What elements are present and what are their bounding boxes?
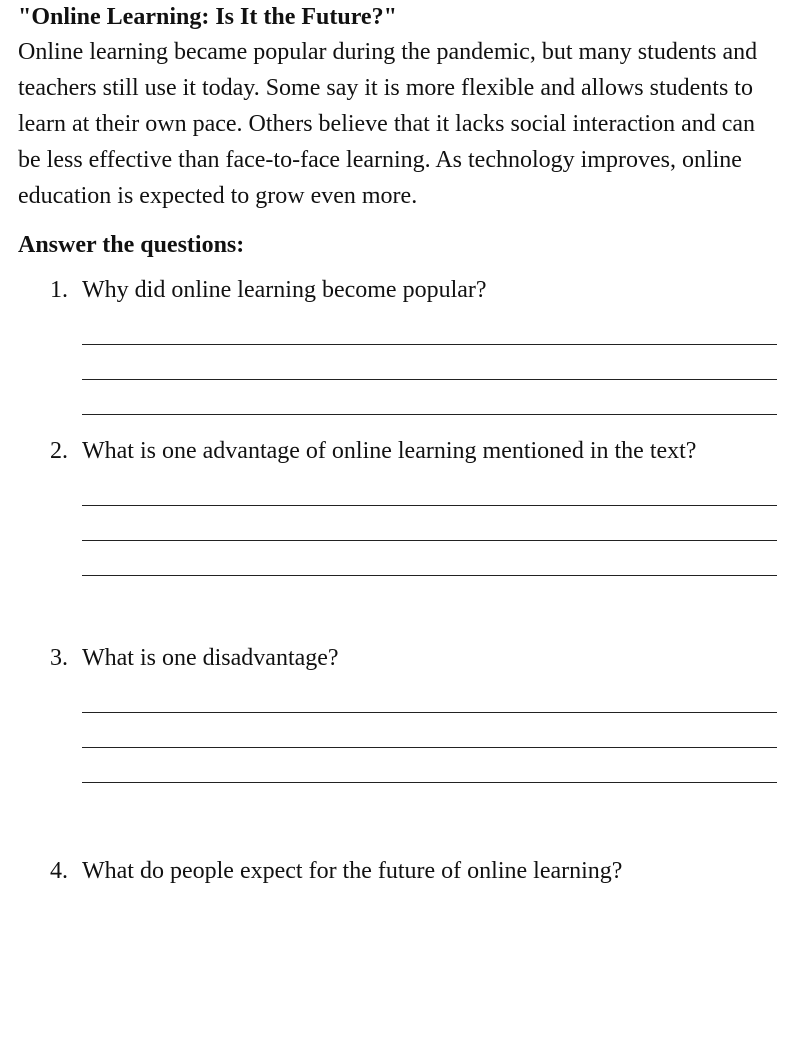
answer-line[interactable] [82,310,777,345]
question-list [18,272,778,889]
question-item [18,433,778,576]
reading-passage: Online learning became popular during the pandemic, but many students and teachers still use it today. Some say it is more flexible and allows students to learn at their own pace. Others believe that it lacks social interaction and can be less effective than face-to-face learning. As technology improves, online education is expected to grow even more. [18,39,758,209]
answer-line[interactable] [82,380,777,415]
answer-lines [82,678,778,783]
question-text: What is one disadvantage? [82,645,339,671]
question-text: What is one advantage of online learning mentioned in the text? [82,438,697,464]
answer-line[interactable] [82,748,777,783]
answer-line[interactable] [82,678,777,713]
answer-lines [82,310,778,415]
question-item [18,272,778,415]
worksheet-title: "Online Learning: Is It the Future?" [18,4,397,30]
question-number: 3. [50,645,68,671]
answer-line[interactable] [82,506,777,541]
question-number: 1. [50,277,68,303]
answer-line[interactable] [82,471,777,506]
question-text: Why did online learning become popular? [82,277,487,303]
answer-line[interactable] [82,345,777,380]
question-number: 4. [50,858,68,884]
question-text: What do people expect for the future of online learning? [82,858,623,884]
question-number: 2. [50,438,68,464]
question-item [18,853,778,889]
answer-line[interactable] [82,541,777,576]
instructions-heading: Answer the questions: [18,232,245,258]
answer-lines [82,471,778,576]
question-item [18,640,778,783]
answer-line[interactable] [82,713,777,748]
